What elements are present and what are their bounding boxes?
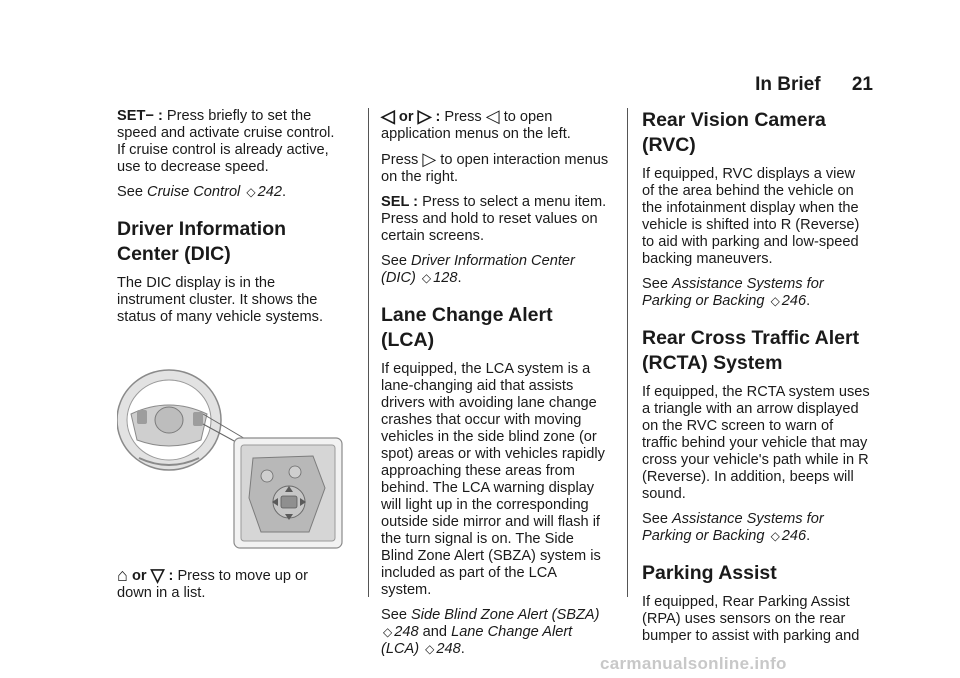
lca-heading: Lane Change Alert (LCA) [381, 304, 553, 351]
steering-wheel-controls-figure [117, 348, 347, 552]
rcta-paragraph: If equipped, the RCTA system uses a triangle with an arrow displayed on the RVC screen to warn of traffic behind your vehicle that may cross your vehicle's path while in R (Reverse). In addition, beeps will sound. [642, 384, 870, 502]
column-2 [381, 108, 609, 666]
rcta-see-reference: See Assistance Systems for Parking or Backing ◇ 246. [642, 511, 824, 544]
column-3 [642, 108, 870, 653]
column-1 [117, 108, 345, 610]
watermark: carmanualsonline.info [600, 654, 787, 673]
column-divider [368, 108, 369, 597]
parking-assist-paragraph: If equipped, Rear Parking Assist (RPA) uses sensors on the rear bumper to assist with parking and [642, 594, 860, 644]
dic-see-reference: See Driver Information Center (DIC) ◇ 128. [381, 253, 575, 286]
page-ref-icon: ◇ [383, 625, 393, 639]
lca-link[interactable]: Lane Change Alert (LCA) [381, 624, 573, 657]
parking-assist-link[interactable]: Assistance Systems for Parking or Backing [642, 276, 824, 309]
sel-paragraph: SEL : Press to select a menu item. Press and hold to reset values on certain screens. [381, 194, 607, 244]
dic-link[interactable]: Driver Information Center (DIC) [381, 253, 575, 286]
left-arrow-icon: ◁ [381, 106, 395, 126]
dic-paragraph: The DIC display is in the instrument cluster. It shows the status of many vehicle systems. [117, 275, 324, 325]
page-ref-icon: ◇ [770, 294, 780, 308]
lca-see-reference: See Side Blind Zone Alert (SBZA) ◇ 248 and Lane Change Alert (LCA) ◇ 248. [381, 607, 600, 657]
page-ref-icon: ◇ [246, 185, 256, 199]
page-header [755, 74, 873, 96]
page-ref-icon: ◇ [425, 642, 435, 656]
sel-key: SEL : [381, 194, 419, 210]
column-divider [627, 108, 628, 597]
page-number: 21 [851, 74, 873, 95]
page-ref-icon: ◇ [421, 271, 432, 285]
rcta-heading: Rear Cross Traffic Alert (RCTA) System [642, 327, 860, 374]
rvc-paragraph: If equipped, RVC displays a view of the area behind the vehicle on the infotainment display when the vehicle is shifted into R (Reverse) to aid with parking and low-speed backing maneuvers. [642, 166, 860, 267]
left-arrow-icon: ◁ [485, 106, 500, 126]
dic-heading: Driver Information Center (DIC) [117, 218, 287, 265]
right-arrow-icon: ▷ [422, 149, 437, 169]
sbza-link[interactable]: Side Blind Zone Alert (SBZA) [411, 607, 600, 623]
left-right-paragraph: ◁ or ▷ : Press ◁ to open application menus on the left. [381, 106, 571, 142]
set-minus-paragraph: SET− : Press briefly to set the speed and activate cruise control. If cruise control is already active, use to decrease speed. [117, 108, 335, 175]
rvc-heading: Rear Vision Camera (RVC) [642, 109, 826, 156]
section-title: In Brief [755, 74, 821, 95]
set-minus-key: SET− : [117, 108, 163, 124]
parking-assist-link[interactable]: Assistance Systems for Parking or Backing [642, 511, 824, 544]
cruise-control-link[interactable]: Cruise Control [147, 184, 241, 200]
down-arrow-icon: ▽ [150, 565, 165, 585]
right-arrow-icon: ▷ [417, 106, 432, 126]
rvc-see-reference: See Assistance Systems for Parking or Backing ◇ 246. [642, 276, 824, 309]
up-down-paragraph: ⌂ or ▽ : Press to move up or down in a list. [117, 565, 309, 601]
cruise-see-reference: See Cruise Control ◇ 242. [117, 184, 287, 200]
lca-paragraph: If equipped, the LCA system is a lane-changing aid that assists drivers with avoiding lane change crashes that occur with moving vehicles in the side blind zone (or spot) areas or with vehicles rapidly approaching these areas from behind. The LCA warning display will light up in the corresponding outside side mirror and will flash if the turn signal is on. The Side Blind Zone Alert (SBZA) system is included as part of the LCA system. [381, 361, 605, 598]
up-arrow-icon: ⌂ [117, 565, 128, 585]
page-ref-icon: ◇ [770, 529, 780, 543]
right-menu-paragraph: Press ▷ to open interaction menus on the right. [381, 149, 609, 185]
parking-assist-heading: Parking Assist [642, 562, 777, 584]
